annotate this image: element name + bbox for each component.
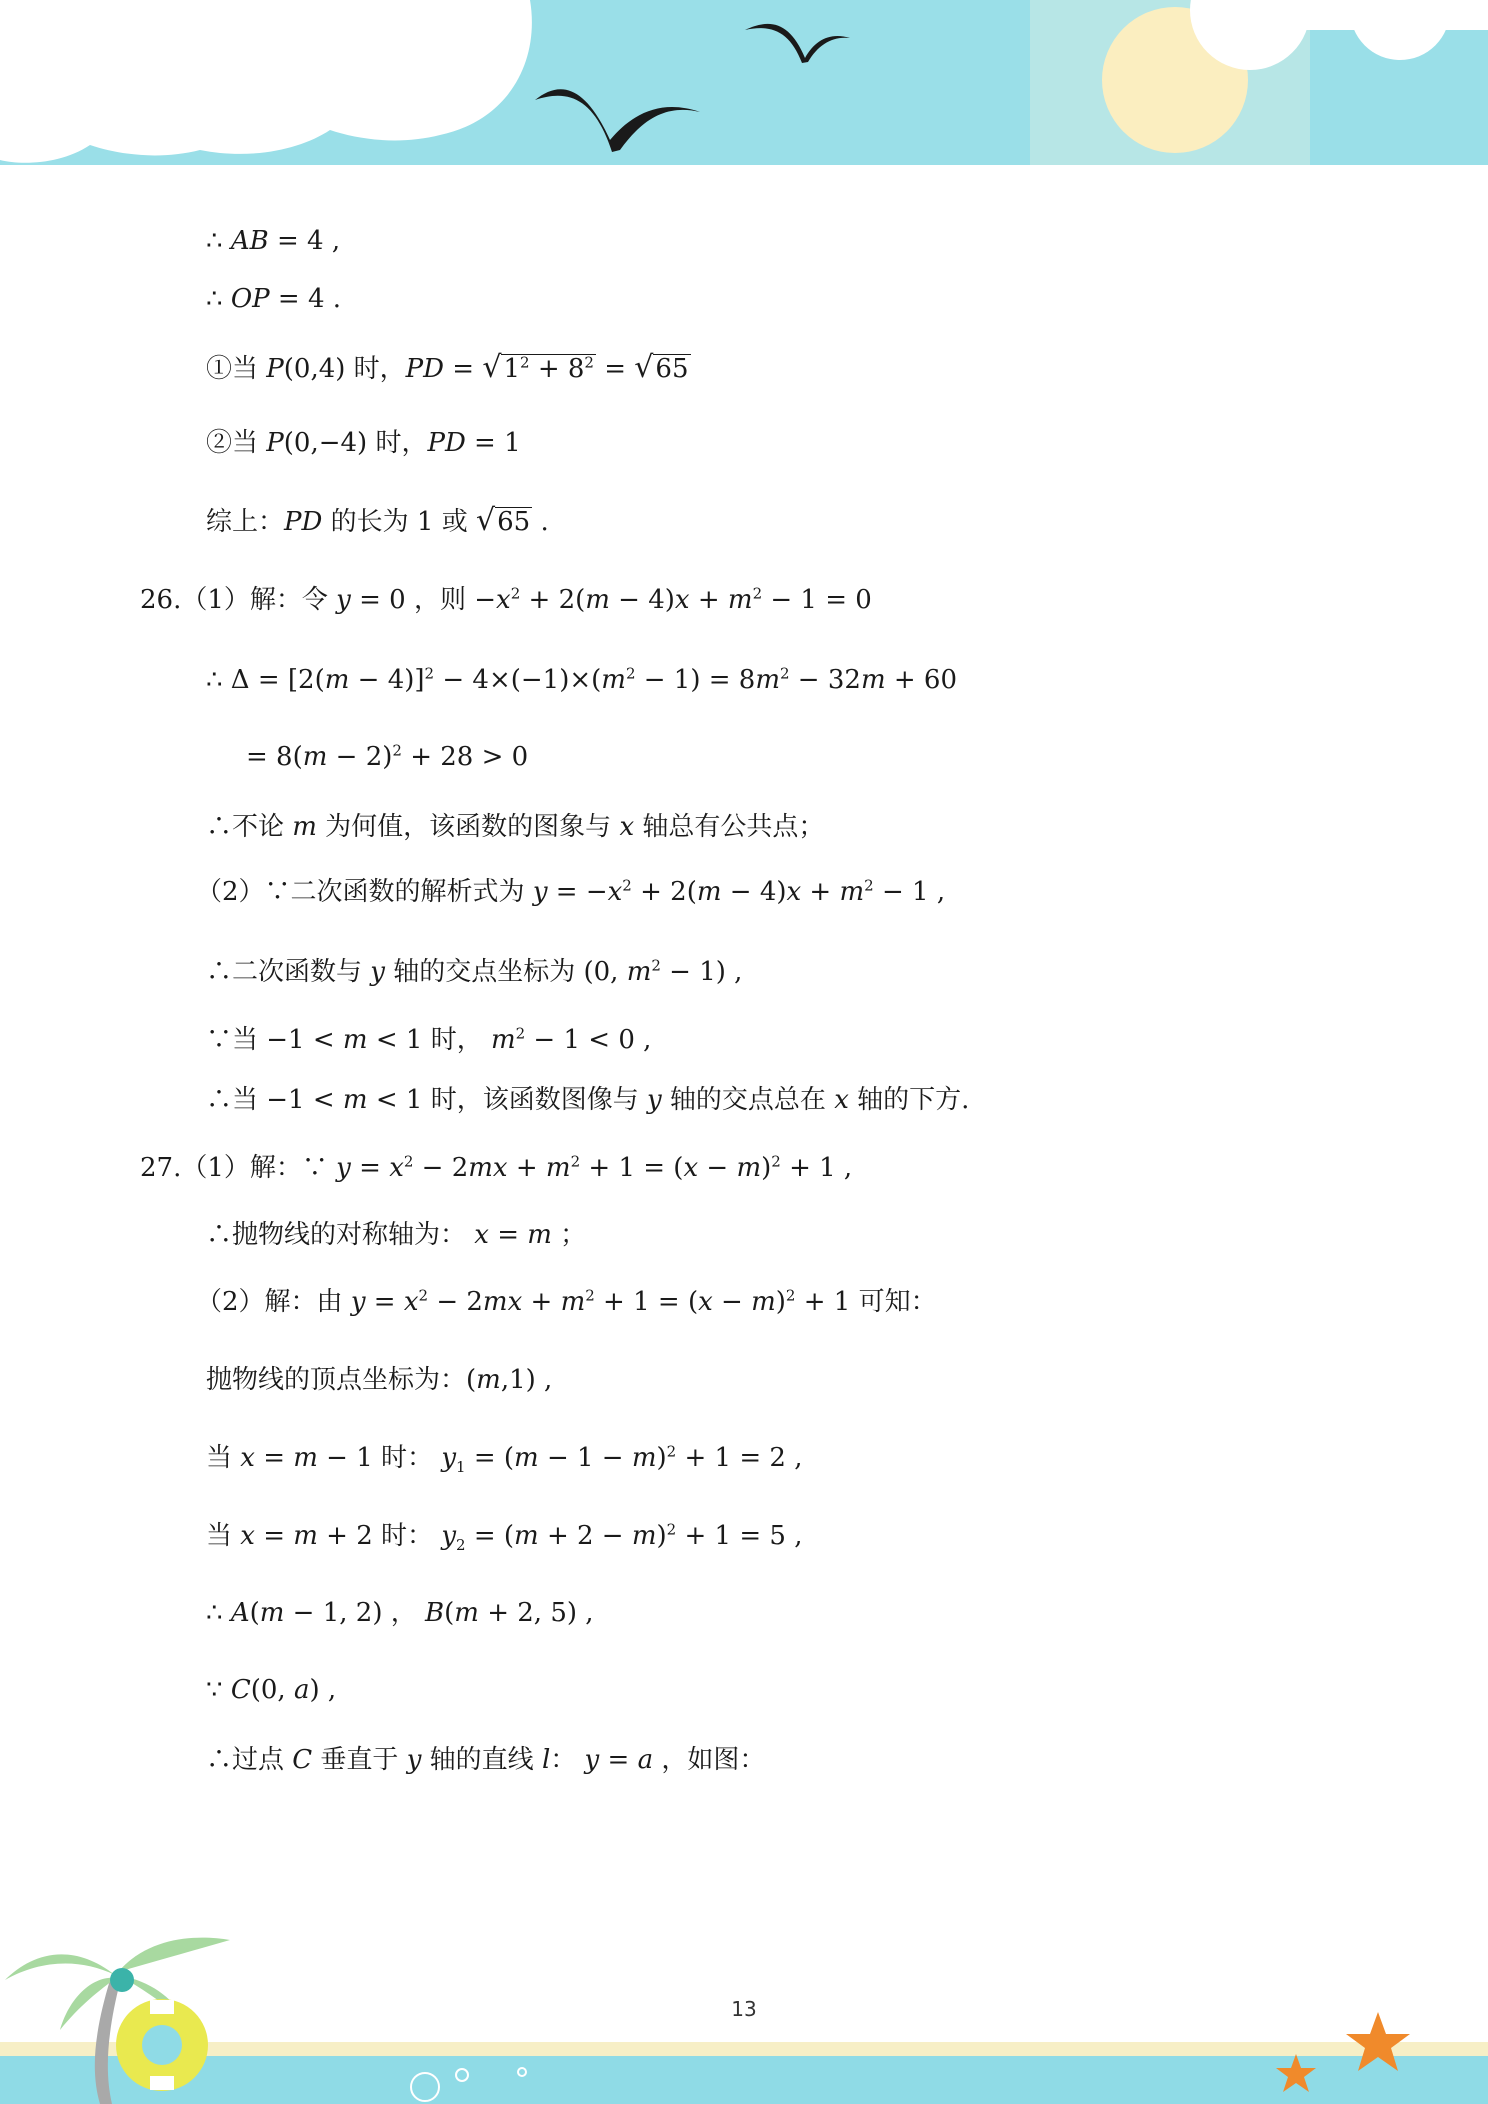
text-line: ∵当 −1 < m < 1 时， $m^2 - 1 < 0$ , xyxy=(206,1024,652,1055)
swim-ring-icon xyxy=(116,1999,208,2091)
text-line: ∴ AB = 4 , xyxy=(206,226,341,256)
text-line: （2）解：由 $y = x^2 - 2mx + m^2 + 1 = (x - m)^2 + 1$ 可知： xyxy=(196,1286,937,1317)
text-line: 当 x = m + 2 时： $y_2 = (m + 2 - m)^2 + 1 = 5$ , xyxy=(206,1520,803,1555)
text-line: ∴二次函数与 y 轴的交点坐标为 (0, $m^2 - 1$) , xyxy=(206,956,743,987)
text-line: ∵ C(0, a) , xyxy=(206,1675,337,1705)
text-line: ∴ $\Delta = [2(m - 4)]^2 - 4\times(-1)\times(m^2 - 1) = 8m^2 - 32m + 60$ xyxy=(206,664,958,695)
text-line: 综上：PD 的长为 1 或 √65 . xyxy=(206,503,549,538)
text-line: 26.（1）解：令 y = 0 ，则 $-x^2 + 2(m - 4)x + m^2 - 1 = 0$ xyxy=(140,584,872,615)
text-line: ∴ OP = 4 . xyxy=(206,284,342,314)
page-number: 13 xyxy=(731,1997,757,2021)
text-line: = $8(m - 2)^2 + 28 > 0$ xyxy=(246,741,529,772)
footer-banner xyxy=(0,1920,1488,2104)
text-line: ∴抛物线的对称轴为： x = m ； xyxy=(206,1220,587,1250)
text-line: ∴ A(m − 1, 2) ， B(m + 2, 5) , xyxy=(206,1598,594,1628)
text-line: 当 x = m − 1 时： $y_1 = (m - 1 - m)^2 + 1 = 2$ , xyxy=(206,1442,803,1477)
text-line: 27.（1）解：∵ $y = x^2 - 2mx + m^2 + 1 = (x - m)^2 + 1$ , xyxy=(140,1152,853,1183)
text-line: ∴过点 C 垂直于 y 轴的直线 l： y = a ，如图： xyxy=(206,1745,766,1775)
text-line: （2）∵二次函数的解析式为 $y = -x^2 + 2(m - 4)x + m^2 - 1$ , xyxy=(196,876,946,907)
text-line: ∴不论 m 为何值，该函数的图象与 x 轴总有公共点； xyxy=(206,812,825,842)
text-line: ①当 P(0,4) 时，PD = $√1^2 + 8^2 = √65$ xyxy=(206,350,689,385)
text-line: ∴当 −1 < m < 1 时，该函数图像与 y 轴的交点总在 x 轴的下方. xyxy=(206,1085,970,1115)
text-line: 抛物线的顶点坐标为：(m,1) , xyxy=(206,1365,553,1395)
text-line: ②当 P(0,−4) 时，PD = 1 xyxy=(206,428,521,458)
